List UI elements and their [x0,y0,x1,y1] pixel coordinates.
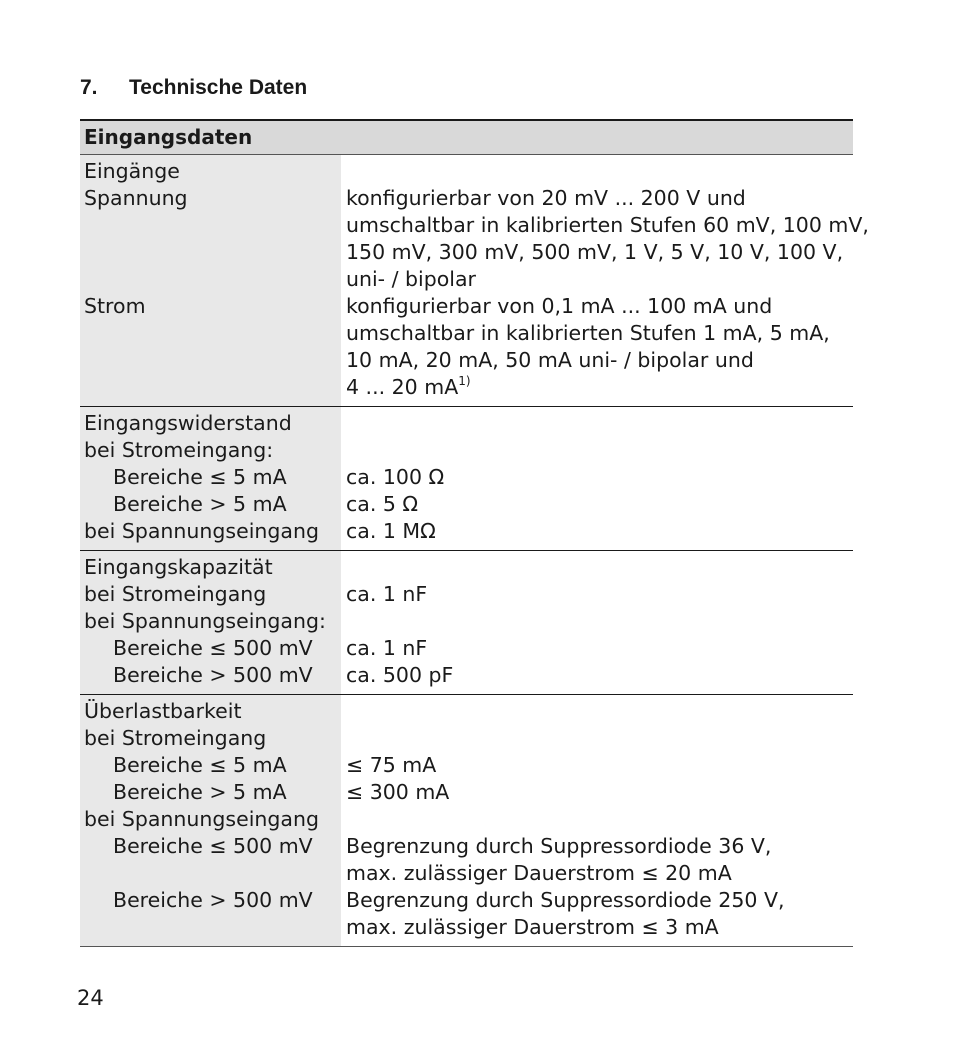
spec-table [80,119,869,947]
section-heading [80,76,307,100]
spec-values [341,155,869,406]
spec-value: ca. 1 nF [346,582,428,606]
spec-value [346,410,853,437]
spec-label: bei Stromeingang [84,726,267,750]
spec-values [341,551,853,694]
spec-label: bei Stromeingang [84,582,267,606]
spec-value [346,608,853,635]
spec-label: Bereiche > 500 mV [113,663,313,687]
spec-labels [80,407,341,550]
spec-value: max. zulässiger Dauerstrom ≤ 3 mA [346,915,719,939]
spec-value: konfigurierbar von 20 mV ... 200 V und [346,186,746,210]
spec-value: ≤ 75 mA [346,753,437,777]
spec-label: Strom [84,294,146,318]
spec-value: 150 mV, 300 mV, 500 mV, 1 V, 5 V, 10 V, 100 V, [346,240,844,264]
spec-label [84,320,341,347]
spec-label: bei Spannungseingang [84,519,319,543]
spec-value: ca. 500 pF [346,663,454,687]
spec-label: Spannung [84,186,188,210]
spec-label [84,860,341,887]
spec-value [346,806,853,833]
spec-label: Bereiche ≤ 5 mA [113,465,287,489]
spec-value: umschaltbar in kalibrierten Stufen 60 mV, 100 mV, [346,213,869,237]
spec-value: Begrenzung durch Suppressordiode 250 V, [346,888,785,912]
spec-label: Eingänge [84,159,180,183]
spec-value: 4 ... 20 mA [346,375,459,399]
spec-value [346,698,853,725]
spec-value: uni- / bipolar [346,267,476,291]
spec-label: bei Spannungseingang [84,807,319,831]
section-title: Technische Daten [129,76,308,99]
spec-label: bei Stromeingang: [84,438,274,462]
spec-label: Bereiche > 500 mV [113,888,313,912]
spec-label: Überlastbarkeit [84,699,242,723]
spec-values [341,407,853,550]
spec-label: bei Spannungseingang: [84,609,326,633]
spec-value [346,554,853,581]
spec-value: ca. 1 MΩ [346,519,436,543]
spec-value: ca. 1 nF [346,636,428,660]
spec-group-overload [80,695,853,947]
spec-label [84,914,341,941]
spec-group-inputs [80,155,869,407]
spec-label: Bereiche ≤ 500 mV [113,636,313,660]
spec-value-with-footnote [346,374,869,401]
spec-label: Bereiche ≤ 5 mA [113,753,287,777]
spec-group-input-capacitance [80,551,853,695]
spec-labels [80,155,341,406]
spec-value [346,437,853,464]
page-number: 24 [77,986,104,1010]
spec-value: max. zulässiger Dauerstrom ≤ 20 mA [346,861,732,885]
spec-value: Begrenzung durch Suppressordiode 36 V, [346,834,772,858]
spec-values [341,695,853,946]
spec-value: ca. 100 Ω [346,465,445,489]
spec-value [346,725,853,752]
spec-label [84,347,341,374]
spec-label: Bereiche ≤ 500 mV [113,834,313,858]
spec-label [84,374,341,401]
spec-value [346,158,869,185]
spec-labels [80,695,341,946]
spec-value: 10 mA, 20 mA, 50 mA uni- / bipolar und [346,348,754,372]
spec-value: ≤ 300 mA [346,780,450,804]
spec-label: Eingangswiderstand [84,411,292,435]
spec-value: umschaltbar in kalibrierten Stufen 1 mA, 5 mA, [346,321,830,345]
spec-label [84,212,341,239]
table-header: Eingangsdaten [80,119,853,155]
spec-labels [80,551,341,694]
footnote-marker: 1) [458,374,471,388]
spec-label: Bereiche > 5 mA [113,492,287,516]
spec-label [84,266,341,293]
spec-group-input-resistance [80,407,853,551]
section-number: 7. [80,76,98,99]
spec-label [84,239,341,266]
spec-value: ca. 5 Ω [346,492,419,516]
spec-label: Eingangskapazität [84,555,273,579]
spec-label: Bereiche > 5 mA [113,780,287,804]
spec-value: konfigurierbar von 0,1 mA ... 100 mA und [346,294,773,318]
